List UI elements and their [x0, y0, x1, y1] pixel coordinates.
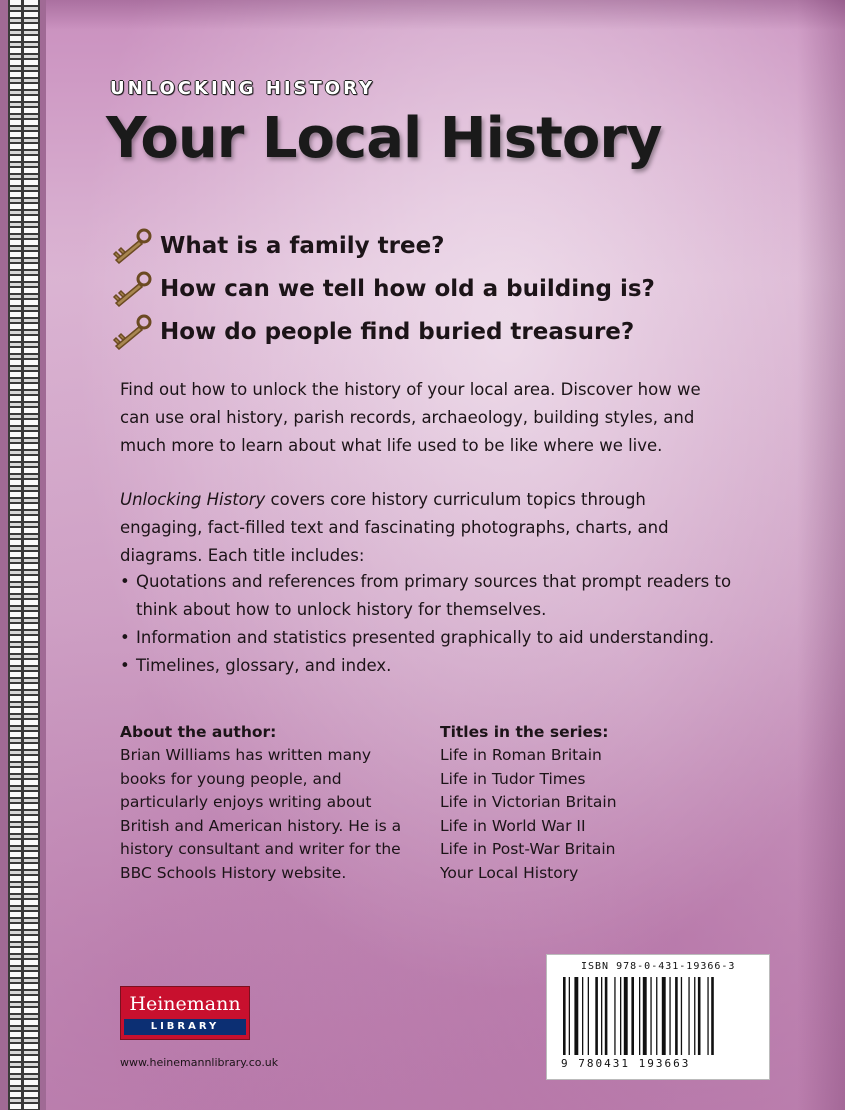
series-title-item: Your Local History: [440, 863, 579, 882]
question-item: [108, 226, 748, 266]
barcode-bars: [561, 977, 757, 1055]
barcode-stripe: [675, 977, 678, 1055]
feature-item: [120, 624, 740, 652]
barcode-stripe: [582, 977, 583, 1055]
series-titles-section: [440, 720, 700, 886]
feature-item: [120, 652, 740, 680]
barcode-stripe: [650, 977, 651, 1055]
question-text: How do people find buried treasure?: [160, 319, 635, 345]
isbn-label: ISBN 978-0-431-19366-3: [581, 961, 736, 972]
series-title-item: Life in Roman Britain: [440, 746, 602, 764]
barcode-number: 9 780431 193663: [561, 1057, 691, 1070]
feature-text: Timelines, glossary, and index.: [136, 656, 392, 675]
barcode-stripe: [631, 977, 634, 1055]
question-text: How can we tell how old a building is?: [160, 276, 655, 302]
top-edge-shadow: [0, 0, 845, 30]
series-title-item: Life in Victorian Britain: [440, 793, 617, 812]
barcode-stripe: [643, 977, 647, 1055]
binding-strip: [8, 0, 40, 1110]
series-name: UNLOCKING HISTORY: [110, 78, 375, 99]
bullet-marker: •: [120, 656, 130, 675]
old-key-icon: [108, 228, 152, 264]
publisher-website: www.heinemannlibrary.co.uk: [120, 1056, 279, 1069]
barcode-stripe: [707, 977, 708, 1055]
old-key-icon: [108, 271, 152, 307]
publisher-name: Heinemann: [129, 993, 241, 1015]
question-list: [108, 226, 748, 355]
series-title-item: Life in Post-War Britain: [440, 840, 616, 859]
barcode-stripe: [605, 977, 608, 1055]
series-description-rest: covers core history curriculum topics through engaging, fact-filled text and fascinating photographs, charts, and diagrams. Each title includes:: [120, 490, 669, 565]
barcode-stripe: [698, 977, 701, 1055]
author-section: [120, 720, 420, 885]
series-title-item: Life in Tudor Times: [440, 769, 586, 788]
barcode-stripe: [569, 977, 570, 1055]
barcode-stripe: [563, 977, 566, 1055]
barcode-stripe: [614, 977, 615, 1055]
bullet-marker: •: [120, 628, 130, 647]
feature-list: [120, 568, 740, 680]
barcode-stripe: [574, 977, 578, 1055]
series-titles-heading: Titles in the series:: [440, 723, 609, 741]
barcode-stripe: [681, 977, 682, 1055]
feature-text: Information and statistics presented graphically to aid understanding.: [136, 628, 715, 647]
barcode-stripe: [601, 977, 602, 1055]
question-text: What is a family tree?: [160, 233, 445, 259]
feature-item: [120, 568, 740, 624]
old-key-icon: [108, 314, 152, 350]
author-heading: About the author:: [120, 723, 277, 741]
right-edge-shadow: [797, 0, 845, 1110]
binding-spine: [0, 0, 46, 1110]
barcode-stripe: [639, 977, 640, 1055]
barcode-label: [546, 954, 770, 1080]
barcode-stripe: [688, 977, 689, 1055]
barcode-stripe: [620, 977, 621, 1055]
barcode-stripe: [669, 977, 670, 1055]
barcode-stripe: [588, 977, 589, 1055]
publisher-subtitle: LIBRARY: [124, 1019, 246, 1035]
series-title-item: Life in World War II: [440, 816, 586, 835]
book-title: Your Local History: [106, 106, 662, 171]
barcode-stripe: [662, 977, 666, 1055]
question-item: [108, 269, 748, 309]
question-item: [108, 312, 748, 352]
intro-paragraph: Find out how to unlock the history of your local area. Discover how we can use oral history, parish records, archaeology, building styles, and much more to learn about what life used to be like where we live.: [120, 380, 701, 455]
barcode-stripe: [624, 977, 628, 1055]
bullet-marker: •: [120, 572, 130, 591]
feature-text: Quotations and references from primary sources that prompt readers to think about how to unlock history for themselves.: [136, 572, 732, 619]
barcode-stripe: [656, 977, 657, 1055]
barcode-stripe: [694, 977, 695, 1055]
publisher-logo: [120, 986, 250, 1040]
author-bio: Brian Williams has written many books for young people, and particularly enjoys writing about British and American history. He is a history consultant and writer for the BBC Schools History website.: [120, 746, 402, 882]
barcode-stripe: [595, 977, 598, 1055]
barcode-stripe: [711, 977, 714, 1055]
series-italic: Unlocking History: [120, 490, 266, 509]
series-description: [120, 486, 720, 570]
